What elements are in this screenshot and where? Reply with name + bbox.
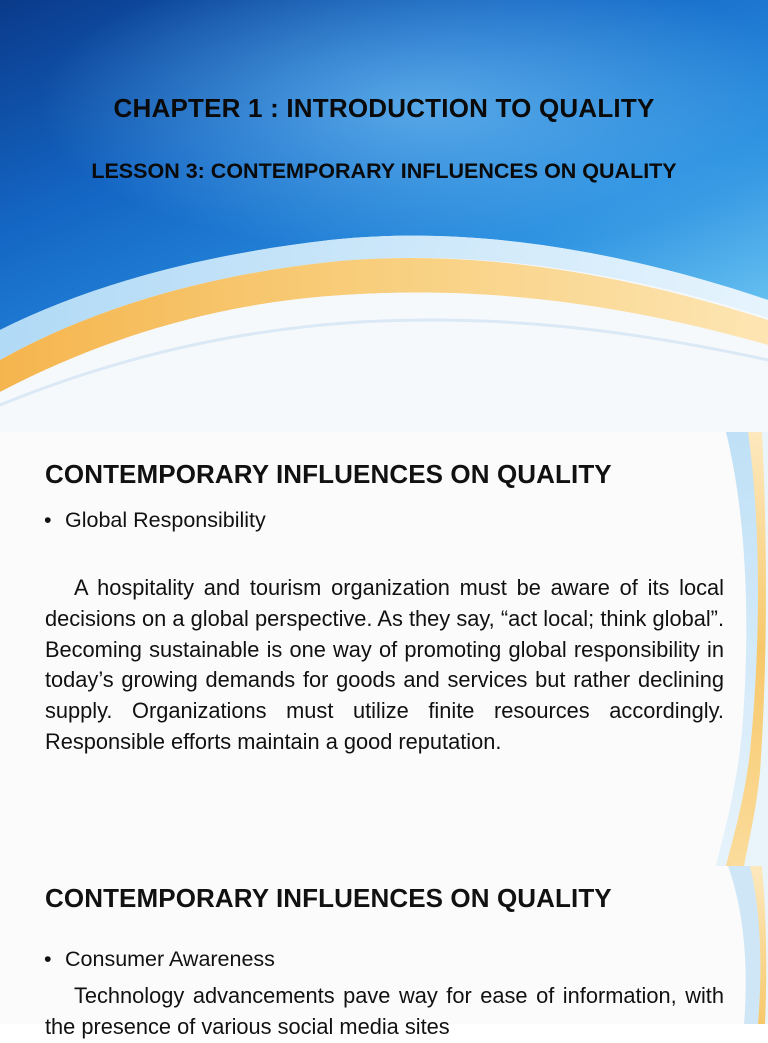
body-paragraph: Technology advancements pave way for ease of information, with the presence of various social media sites: [45, 983, 724, 1039]
body-paragraph: A hospitality and tourism organization must be aware of its local decisions on a global perspective. As they say, “act local; think global”. Becoming sustainable is one way of promoting global responsibility in today’s growing demands for goods and services but rather declining supply. Organizations must utilize finite resources accordingly. Responsible efforts maintain a good reputation.: [45, 575, 724, 754]
bullet-item: [44, 508, 266, 533]
bullet-item: [44, 947, 275, 972]
bullet-label: Consumer Awareness: [65, 947, 275, 971]
title-slide: [0, 0, 768, 432]
bullet-label: Global Responsibility: [65, 508, 266, 532]
content-slide-global-responsibility: [0, 432, 768, 866]
lesson-title: LESSON 3: CONTEMPORARY INFLUENCES ON QUALITY: [91, 159, 677, 183]
bullet-icon: •: [44, 947, 52, 971]
slide-heading: CONTEMPORARY INFLUENCES ON QUALITY: [45, 883, 612, 913]
title-slide-background: [0, 0, 768, 432]
chapter-title: CHAPTER 1 : INTRODUCTION TO QUALITY: [113, 93, 655, 123]
bullet-icon: •: [44, 508, 52, 532]
slide-heading: CONTEMPORARY INFLUENCES ON QUALITY: [45, 459, 612, 489]
content-slide-consumer-awareness: [0, 866, 768, 1039]
